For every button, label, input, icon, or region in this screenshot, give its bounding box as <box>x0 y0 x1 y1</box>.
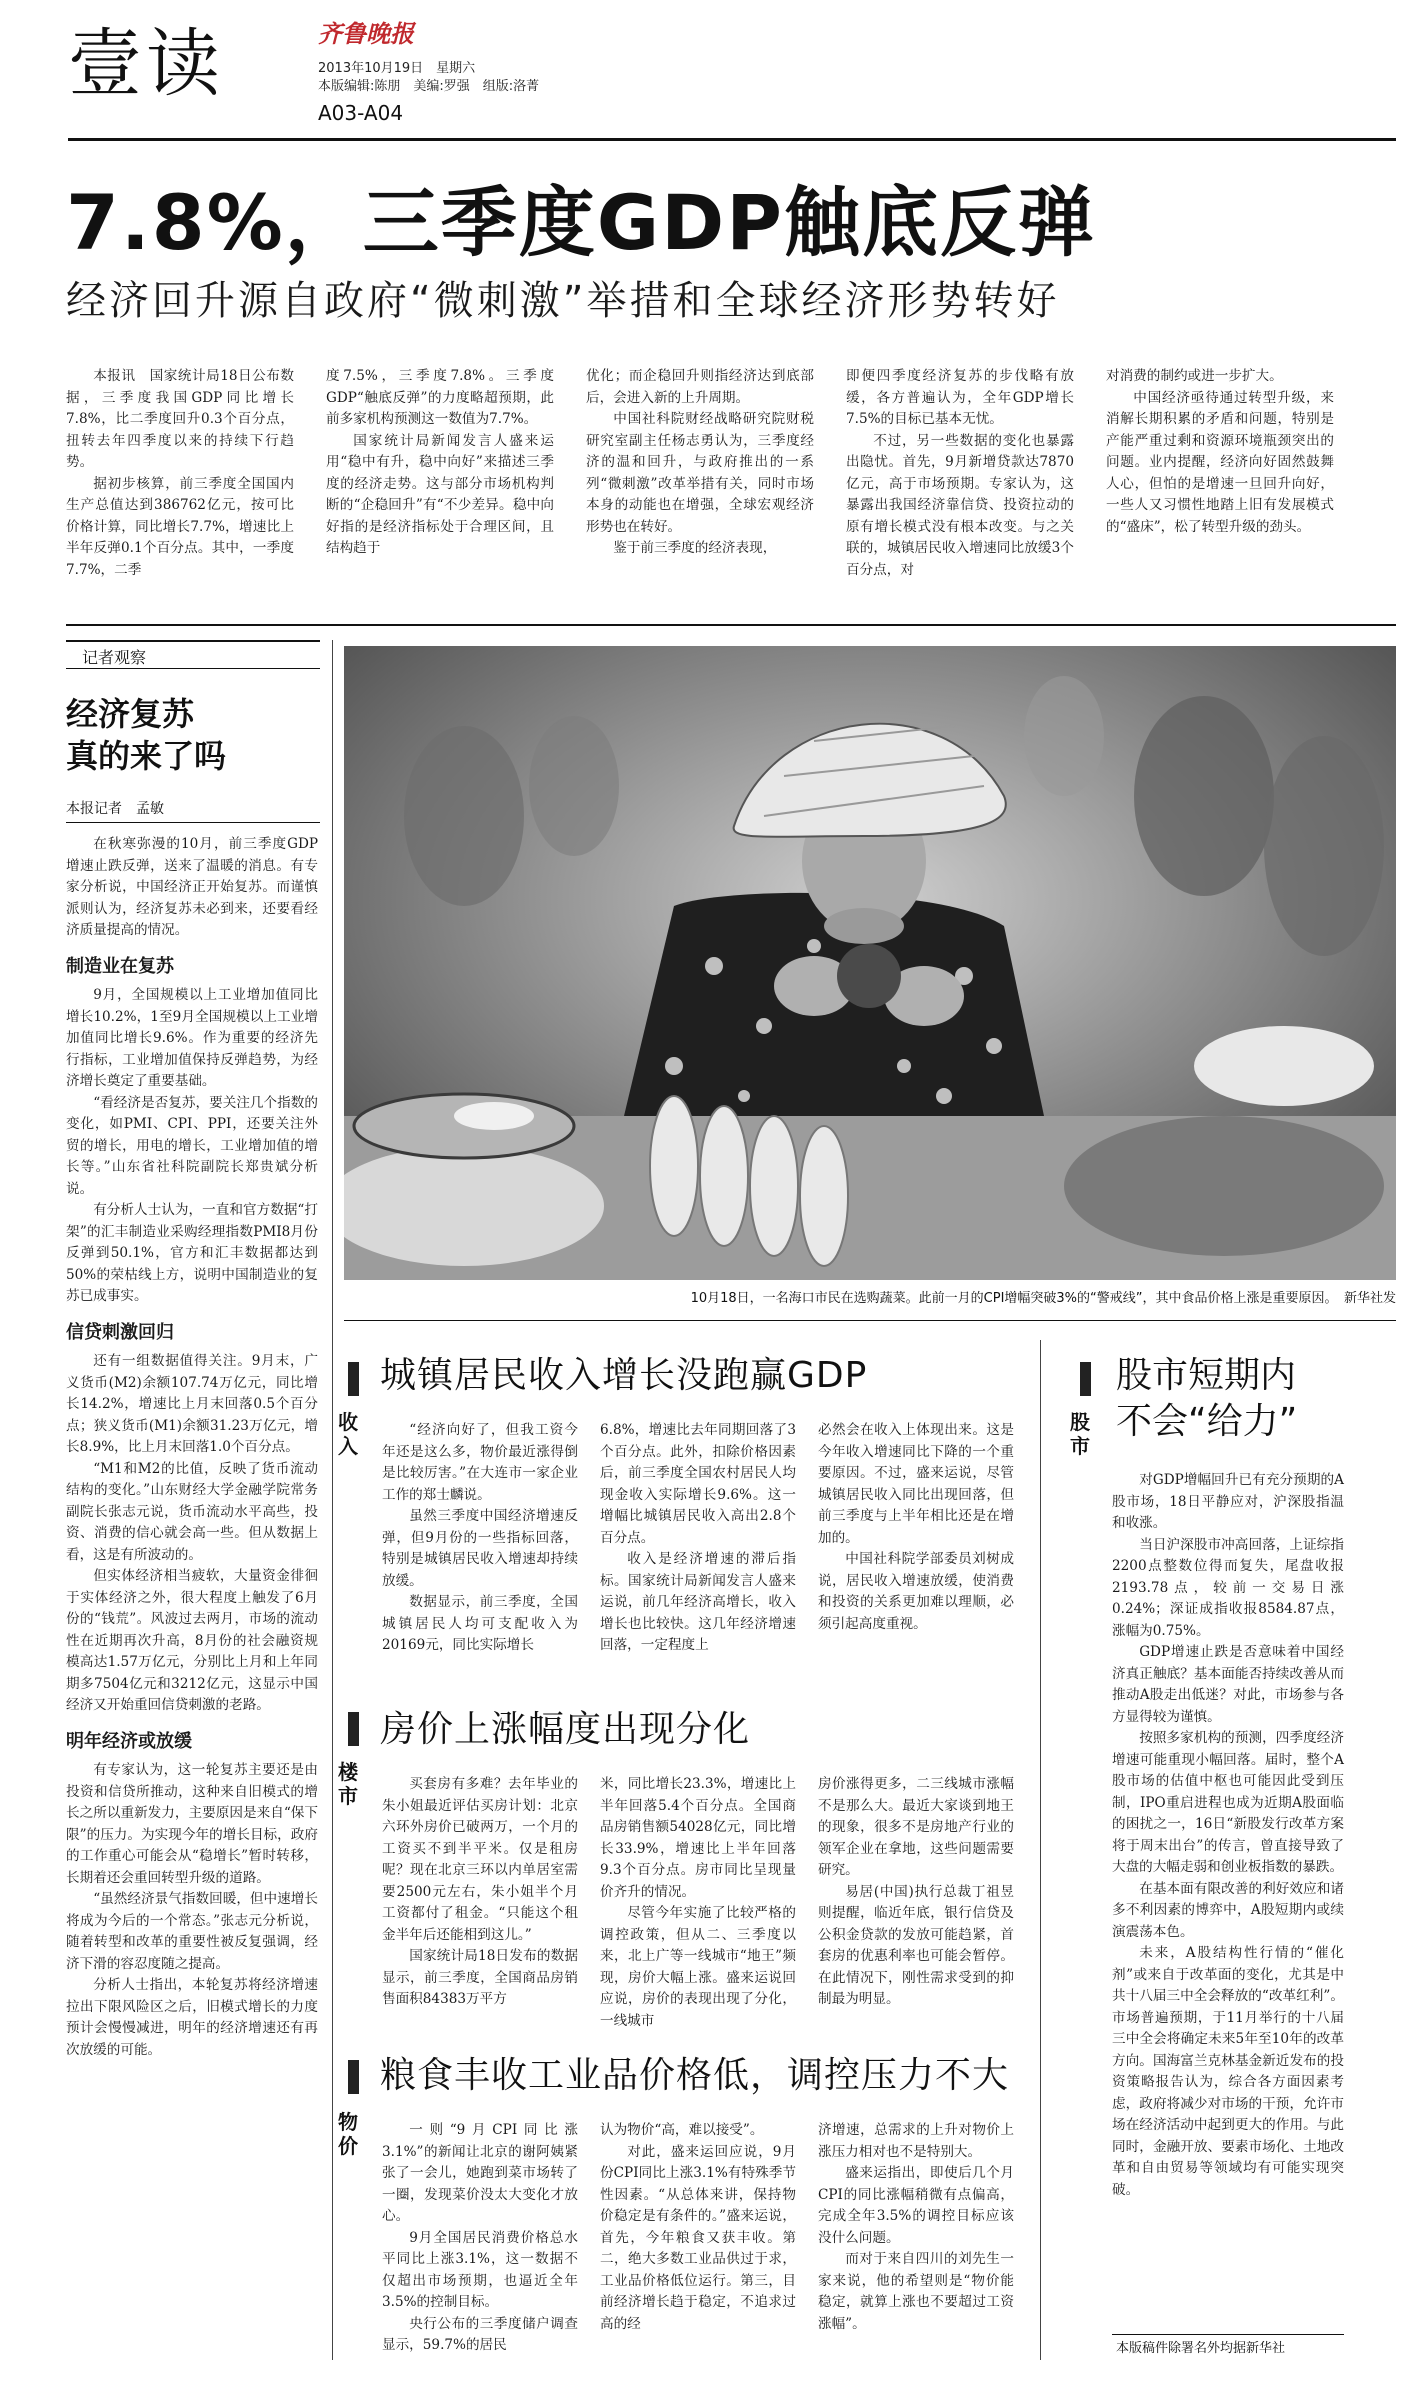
paragraph: 国家统计局18日发布的数据显示，前三季度，全国商品房销售面积84383万平方 <box>382 1948 578 2007</box>
sidebar-tag-box <box>66 640 320 669</box>
lead-bottom-rule <box>66 624 1396 626</box>
paragraph: 济增速，总需求的上升对物价上涨压力相对也不是特别大。 <box>818 2122 1014 2160</box>
news-photo <box>344 646 1396 1280</box>
subheading-credit: 信贷刺激回归 <box>66 1321 174 1343</box>
market-vendor-illustration <box>344 646 1396 1280</box>
paragraph: GDP增速止跌是否意味着中国经济真正触底？基本面能否持续改善从而推动A股走出低迷？对此，市场参与各方显得较为谨慎。 <box>1112 1644 1344 1725</box>
paragraph: 对此，盛来运回应说，9月份CPI同比上涨3.1%有特殊季节性因素。“从总体来讲，保持物价稳定是有条件的。”盛来运说，首先，今年粮食又获丰收。第二，绝大多数工业品供过于求，工业品价格低位运行。第三，目前经济增长趋于稳定，不追求过高的经 <box>600 2143 796 2332</box>
paragraph: 虽然三季度中国经济增速反弹，但9月份的一些指标回落，特别是城镇居民收入增速却持续放缓。 <box>382 1508 578 1589</box>
paragraph: 有专家认为，这一轮复苏主要还是由投资和信贷所推动，这种来自旧模式的增长之所以重新发力，主要原因是来自“保下限”的压力。为实现今年的增长目标，政府的工作重心可能会从“稳增长”暂时转移，长期着还会重回转型升级的道路。 <box>66 1762 318 1886</box>
sidebar-title-line-1: 经济复苏 <box>66 695 195 733</box>
paragraph: 当日沪深股市冲高回落，上证综指2200点整数位得而复失，尾盘收报2193.78点，较前一交易日涨0.24%；深证成指收报8584.87点，涨幅为0.75%。 <box>1112 1536 1344 1639</box>
housing-tag: 楼市 <box>338 1760 358 1808</box>
prices-column-2 <box>600 2120 796 2335</box>
paragraph: 数据显示，前三季度，全国城镇居民人均可支配收入为20169元，同比实际增长 <box>382 1594 578 1653</box>
photo-caption: 10月18日，一名海口市民在选购蔬菜。此前一月的CPI增幅突破3%的“警戒线”，其中食品价格上涨是重要原因。 新华社发 <box>690 1291 1396 1306</box>
stocks-body <box>1112 1470 1344 2201</box>
lead-column-3 <box>586 366 814 560</box>
paragraph: 鉴于前三季度的经济表现， <box>613 540 777 556</box>
paragraph: 6.8%，增速比去年同期回落了3个百分点。此外，扣除价格因素后，前三季度全国农村居民人均现金收入实际增长9.6%。这一增幅比城镇居民收入高出2.8个百分点。 <box>600 1422 796 1546</box>
income-headline: 城镇居民收入增长没跑赢GDP <box>380 1355 868 1396</box>
income-column-2 <box>600 1420 796 1657</box>
subheading-next-year: 明年经济或放缓 <box>66 1730 192 1752</box>
page-range: A03-A04 <box>318 101 404 125</box>
paragraph: 对GDP增幅回升已有充分预期的A股市场，18日平静应对，沪深股指温和收涨。 <box>1112 1472 1344 1531</box>
paragraph: 买套房有多难？去年毕业的朱小姐最近评估买房计划：北京六环外房价已破两万，一个月的工资买不到半平米。仅是租房呢？现在北京三环以内单居室需要2500元左右，朱小姐半个月工资都付了租金。“只能这个租金半年后还能相到这儿。” <box>382 1776 578 1943</box>
sidebar-byline: 本报记者 孟敏 <box>66 801 164 817</box>
housing-headline: 房价上涨幅度出现分化 <box>380 1709 751 1750</box>
byline-rule <box>66 822 320 823</box>
lead-column-2 <box>326 366 554 560</box>
paragraph: 优化；而企稳回升则指经济达到底部后，会进入新的上升周期。 <box>586 368 814 406</box>
stocks-marker <box>1080 1362 1091 1396</box>
paragraph: 分析人士指出，本轮复苏将经济增速拉出下限风险区之后，旧模式增长的力度预计会慢慢减进，明年的经济增速还有再次放缓的可能。 <box>66 1977 318 2058</box>
prices-column-3 <box>818 2120 1014 2335</box>
photo-bottom-rule <box>344 1320 1396 1321</box>
prices-tag: 物价 <box>338 2110 358 2158</box>
paragraph: 中国社科院学部委员刘树成说，居民收入增速放缓，使消费和投资的关系更加难以理顺，必须引起高度重视。 <box>818 1551 1014 1632</box>
paragraph: 度7.5%，三季度7.8%。三季度GDP“触底反弹”的力度略超预期，此前多家机构预测这一数值为7.7%。 <box>326 368 554 427</box>
paragraph: 认为物价“高，难以接受”。 <box>600 2122 764 2138</box>
paragraph: 央行公布的三季度储户调查显示，59.7%的居民 <box>382 2315 578 2353</box>
income-column-3 <box>818 1420 1014 1635</box>
paragraph: 而对于来自四川的刘先生一家来说，他的希望则是“物价能稳定，就算上涨也不要超过工资涨幅”。 <box>818 2251 1014 2332</box>
paragraph: 中国经济亟待通过转型升级，来消解长期积累的矛盾和问题，特别是产能严重过剩和资源环境瓶颈突出的问题。业内提醒，经济向好固然鼓舞人心，但怕的是增速一旦回升向好，一些人又习惯性地踏上旧有发展模式的“盛床”，松了转型升级的劲头。 <box>1106 389 1334 535</box>
paragraph: 盛来运指出，即使后几个月CPI的同比涨幅稍微有点偏高，完成全年3.5%的调控目标应该没什么问题。 <box>818 2165 1014 2246</box>
sidebar-divider <box>332 640 333 2360</box>
sidebar-title-line-2: 真的来了吗 <box>66 737 227 775</box>
paragraph: 9月，全国规模以上工业增加值同比增长10.2%，1至9月全国规模以上工业增加值同比增长9.6%。作为重要的经济先行指标，工业增加值保持反弹趋势，为经济增长奠定了重要基础。 <box>66 987 318 1089</box>
stocks-headline-line-1: 股市短期内 <box>1116 1355 1297 1396</box>
housing-column-1 <box>382 1774 578 2011</box>
paragraph: 对消费的制约或进一步扩大。 <box>1106 368 1283 384</box>
stocks-tag: 股市 <box>1070 1410 1090 1458</box>
housing-column-2 <box>600 1774 796 2032</box>
sidebar-tag: 记者观察 <box>82 648 147 667</box>
paragraph: “虽然经济景气指数回暖，但中速增长将成为今后的一个常态。”张志元分析说，随着转型和改革的重要性被反复强调，经济下滑的容忍度随之提高。 <box>66 1891 318 1972</box>
paragraph: 米，同比增长23.3%，增速比上半年回落5.4个百分点。全国商品房销售额54028亿元，同比增长33.9%，增速比上半年回落9.3个百分点。房市同比呈现量价齐升的情况。 <box>600 1776 796 1900</box>
footer-note: 本版稿件除署名外均据新华社 <box>1116 2341 1286 2356</box>
paragraph: 中国社科院财经战略研究院财税研究室副主任杨志勇认为，三季度经济的温和回升，与政府推出的一系列“微刺激”改革举措有关，同时市场本身的动能也在增强，全球宏观经济形势也在转好。 <box>586 411 814 535</box>
paragraph: 有分析人士认为，一直和官方数据“打架”的汇丰制造业采购经理指数PMI8月份反弹到50.1%，官方和汇丰数据都达到50%的荣枯线上方，说明中国制造业的复苏已成事实。 <box>66 1202 318 1304</box>
paragraph: 未来，A股结构性行情的“催化剂”或来自于改革面的变化，尤其是中共十八届三中全会释放的“改革红利”。市场普遍预期，于11月举行的十八届三中全会将确定未来5年至10年的改革方向。国海富兰克林基金新近发布的投资策略报告认为，综合各方面因素考虑，政府将减少对市场的干预，允许市场在经济活动中起到更大的作用。与此同时，金融开放、要素市场化、土地改革和自由贸易等领域均有可能实现突破。 <box>1112 1945 1344 2198</box>
paragraph: 房价涨得更多，二三线城市涨幅不是那么大。最近大家谈到地王的现象，很多不是房地产行业的领军企业在拿地，这些问题需要研究。 <box>818 1776 1014 1878</box>
paragraph: 本报讯 国家统计局18日公布数据，三季度我国GDP同比增长7.8%，比二季度回升0.3个百分点，扭转去年四季度以来的持续下行趋势。 <box>66 368 294 470</box>
paragraph: “经济向好了，但我工资今年还是这么多，物价最近涨得倒是比较厉害。”在大连市一家企业工作的郑士麟说。 <box>382 1422 578 1503</box>
sidebar-body <box>66 834 318 2061</box>
paragraph: 国家统计局新闻发言人盛来运用“稳中有升，稳中向好”来描述三季度的经济走势。这与部分市场机构判断的“企稳回升”有“不少差异。稳中向好指的是经济指标处于合理区间，且结构趋于 <box>326 432 554 556</box>
lead-column-1 <box>66 366 294 581</box>
footer-note-rule <box>1112 2334 1344 2335</box>
lead-column-4 <box>846 366 1074 581</box>
paragraph: 9月全国居民消费价格总水平同比上涨3.1%，这一数据不仅超出市场预期，也逼近全年3.5%的控制目标。 <box>382 2229 578 2310</box>
main-headline: 7.8%，三季度GDP触底反弹 <box>66 178 1096 267</box>
paragraph: “M1和M2的比值，反映了货币流动结构的变化。”山东财经大学金融学院常务副院长张志元说，货币流动水平高些，投资、消费的信心就会高一些。但从数据上看，这是有所波动的。 <box>66 1460 318 1563</box>
paragraph: 即便四季度经济复苏的步伐略有放缓，各方普遍认为，全年GDP增长7.5%的目标已基本无忧。 <box>846 368 1074 427</box>
lead-column-5 <box>1106 366 1334 538</box>
paragraph: 一则“9月CPI同比涨3.1%”的新闻让北京的谢阿姨紧张了一会儿，她跑到菜市场转了一圈，发现菜价没太大变化才放心。 <box>382 2122 578 2224</box>
paragraph: 在秋寒弥漫的10月，前三季度GDP增速止跌反弹，送来了温暖的消息。有专家分析说，中国经济正开始复苏。而谨慎派则认为，经济复苏未必到来，还要看经济质量提高的情况。 <box>66 836 318 938</box>
paragraph: 必然会在收入上体现出来。这是今年收入增速同比下降的一个重要原因。不过，盛来运说，尽管城镇居民收入同比出现回落，但前三季度与上半年相比还是在增加的。 <box>818 1422 1014 1546</box>
date-line: 2013年10月19日 星期六 <box>318 61 476 76</box>
paragraph: 按照多家机构的预测，四季度经济增速可能重现小幅回落。届时，整个A股市场的估值中枢也可能因此受到压制，IPO重启进程也成为近期A股面临的困扰之一，16日“新股发行改革方案将于周末出台”的传言，曾直接导致了大盘的大幅走弱和创业板指数的暴跌。 <box>1112 1730 1344 1875</box>
income-tag: 收入 <box>338 1410 358 1458</box>
paragraph: 尽管今年实施了比较严格的调控政策，但从二、三季度以来，北上广等一线城市“地王”频现，房价大幅上涨。盛来运说回应说，房价的表现出现了分化，一线城市 <box>600 1905 796 2029</box>
prices-column-1 <box>382 2120 578 2357</box>
prices-marker <box>348 2060 359 2094</box>
paragraph: 但实体经济相当疲软，大量资金徘徊于实体经济之外，很大程度上触发了6月份的“钱荒”。风波过去两月，市场的流动性在近期再次升高，8月份的社会融资规模高达1.57万亿元，分别比上月和上年同期多7504亿元和3212亿元，这显示中国经济又开始重回信贷刺激的老路。 <box>66 1568 318 1713</box>
income-column-1 <box>382 1420 578 1657</box>
subheading-manufacturing: 制造业在复苏 <box>66 955 174 977</box>
paragraph: 据初步核算，前三季度全国国内生产总值达到386762亿元，按可比价格计算，同比增长7.7%，增速比上半年反弹0.1个百分点。其中，一季度7.7%，二季 <box>66 475 294 578</box>
section-title: 壹读 <box>68 21 224 107</box>
paper-logo: 齐鲁晚报 <box>318 19 414 48</box>
main-subheadline: 经济回升源自政府“微刺激”举措和全球经济形势转好 <box>66 278 1060 324</box>
stocks-headline-line-2: 不会“给力” <box>1116 1401 1298 1442</box>
income-marker <box>348 1362 359 1396</box>
paragraph: 在基本面有限改善的利好效应和诸多不利因素的博弈中，A股短期内或续演震荡本色。 <box>1112 1880 1344 1940</box>
paragraph: 易居(中国)执行总裁丁祖昱则提醒，临近年底，银行信贷及公积金贷款的发放可能趋紧，首套房的优惠利率也可能会暂停。在此情况下，刚性需求受到的抑制最为明显。 <box>818 1883 1014 2007</box>
stocks-divider <box>1040 1340 1041 2360</box>
paragraph: 不过，另一些数据的变化也暴露出隐忧。首先，9月新增贷款达7870亿元，高于市场预期。专家认为，这暴露出我国经济靠信贷、投资拉动的原有增长模式没有根本改变。与之关联的，城镇居民收入增速同比放缓3个百分点，对 <box>846 432 1074 578</box>
paragraph: “看经济是否复苏，要关注几个指数的变化，如PMI、CPI、PPI，还要关注外贸的增长，用电的增长，工业增加值的增长等。”山东省社科院副院长郑贵斌分析说。 <box>66 1094 318 1197</box>
prices-headline: 粮食丰收工业品价格低，调控压力不大 <box>380 2055 1010 2096</box>
housing-column-3 <box>818 1774 1014 2011</box>
paragraph: 还有一组数据值得关注。9月末，广义货币(M2)余额107.74万亿元，同比增长14.2%，增速比上月末回落0.5个百分点；狭义货币(M1)余额31.23万亿元，增长8.9%，比上月末回落1.0个百分点。 <box>66 1353 318 1455</box>
housing-marker <box>348 1712 359 1746</box>
masthead-rule <box>68 138 1396 141</box>
paragraph: 收入是经济增速的滞后指标。国家统计局新闻发言人盛来运说，前几年经济高增长，收入增长也比较快。这几年经济增速回落，一定程度上 <box>600 1551 796 1653</box>
editors-line: 本版编辑:陈朋 美编:罗强 组版:洛菁 <box>318 79 540 94</box>
